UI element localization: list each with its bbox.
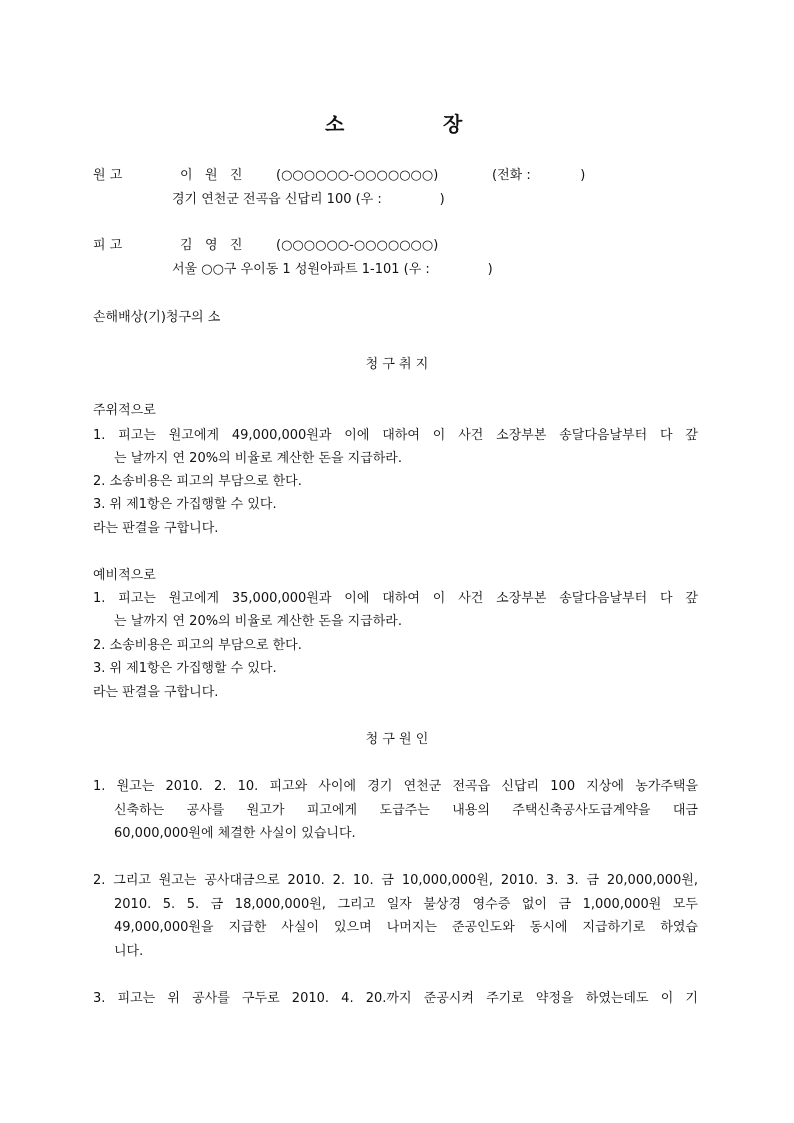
primary-item2: 2. 소송비용은 피고의 부담으로 한다. <box>93 474 302 489</box>
secondary-item3: 3. 위 제1항은 가집행할 수 있다. <box>93 661 277 676</box>
document-title-char1: 소 <box>325 112 345 136</box>
case-name: 손해배상(기)청구의 소 <box>93 310 221 325</box>
primary-claim-label: 주위적으로 <box>93 403 156 418</box>
cause-p2-line2: 2010. 5. 5. 금 18,000,000원, 그리고 일자 불상경 영수증 없이 금 1,000,000원 모두 <box>114 897 698 912</box>
primary-item1-line1: 1. 피고는 원고에게 49,000,000원과 이에 대하여 이 사건 소장부본 송달다음날부터 다 갚 <box>93 428 698 443</box>
defendant-id-number: (○○○○○○-○○○○○○○) <box>276 238 439 253</box>
claim-cause-heading: 청 구 원 인 <box>365 732 429 747</box>
cause-p2-line3: 49,000,000원을 지급한 사실이 있으며 나머지는 준공인도와 동시에 지급하기로 하였습 <box>114 920 698 935</box>
primary-closing: 라는 판결을 구합니다. <box>93 521 219 536</box>
defendant-role: 피 고 <box>93 238 123 253</box>
primary-item1-line2: 는 날까지 연 20%의 비율로 계산한 돈을 지급하라. <box>114 451 402 466</box>
secondary-claim-label: 예비적으로 <box>93 568 156 583</box>
defendant-name: 김 영 진 <box>180 238 243 253</box>
claim-purpose-heading: 청 구 취 지 <box>365 357 429 372</box>
cause-p1-line1: 1. 원고는 2010. 2. 10. 피고와 사이에 경기 연천군 전곡읍 신답리 100 지상에 농가주택을 <box>93 779 698 794</box>
cause-p1-line3: 60,000,000원에 체결한 사실이 있습니다. <box>114 826 356 841</box>
plaintiff-address: 경기 연천군 전곡읍 신답리 100 (우 : ) <box>172 192 445 207</box>
plaintiff-name: 이 원 진 <box>180 168 243 183</box>
plaintiff-id-number: (○○○○○○-○○○○○○○) <box>276 168 439 183</box>
secondary-closing: 라는 판결을 구합니다. <box>93 685 219 700</box>
cause-p3-line1: 3. 피고는 위 공사를 구두로 2010. 4. 20.까지 준공시켜 주기로 약정을 하였는데도 이 기 <box>93 991 698 1006</box>
cause-p2-line1: 2. 그리고 원고는 공사대금으로 2010. 2. 10. 금 10,000,000원, 2010. 3. 3. 금 20,000,000원, <box>93 873 698 888</box>
cause-p2-line4: 니다. <box>114 944 144 959</box>
secondary-item1-line2: 는 날까지 연 20%의 비율로 계산한 돈을 지급하라. <box>114 614 402 629</box>
plaintiff-role: 원 고 <box>93 168 123 183</box>
defendant-address: 서울 ○○구 우이동 1 성원아파트 1-101 (우 : ) <box>172 262 493 277</box>
secondary-item2: 2. 소송비용은 피고의 부담으로 한다. <box>93 638 302 653</box>
plaintiff-phone: (전화 : ) <box>492 168 586 183</box>
secondary-item1-line1: 1. 피고는 원고에게 35,000,000원과 이에 대하여 이 사건 소장부본 송달다음날부터 다 갚 <box>93 591 698 606</box>
document-title-char2: 장 <box>443 112 463 136</box>
primary-item3: 3. 위 제1항은 가집행할 수 있다. <box>93 497 277 512</box>
cause-p1-line2: 신축하는 공사를 원고가 피고에게 도급주는 내용의 주택신축공사도급계약을 대금 <box>114 803 698 818</box>
